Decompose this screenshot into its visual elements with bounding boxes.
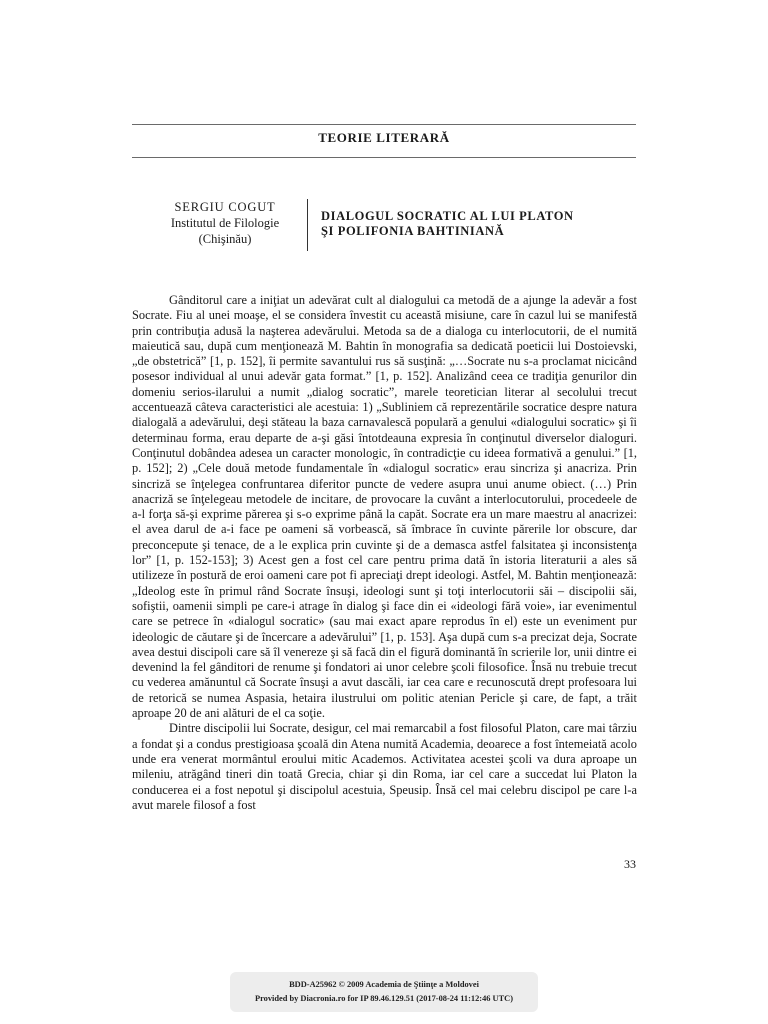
provenance-footer	[230, 972, 538, 1012]
author-institution: Institutul de Filologie	[170, 216, 280, 230]
section-rule	[132, 157, 636, 158]
section-title: TEORIE LITERARĂ	[318, 130, 450, 145]
body-paragraph-1: Gânditorul care a iniţiat un adevărat cult al dialogului ca metodă de a ajunge la adevăr a fost Socrate. Fiu al unei moaşe, el se considera învestit cu această misiune, care în cazul lui se manifestă prin contribuţia adusă la naşterea adevărului. Metoda sa de a dialoga cu interlocutorii, de el numită maieutică sau, după cum menţionează M. Bahtin în monografia sa dedicată poeticii lui Dostoievski, „de obstetrică” [1, p. 152], îi permite savantului rus să susţină: „…Socrate nu s-a proclamat nicicând posesor individual al unui adevăr gata format.” [1, p. 152]. Analizând ceea ce tradiţia genurilor din domeniu serios-ilarului a numit „dialog socratic”, marele teoretician literar al secolului trecut accentuează câteva caracteristici ale acestuia: 1) „Subliniem că reprezentările socratice despre natura dialogală a adevărului, deşi stăteau la baza carnavalescă populară a genului «dialogului socratic» şi îi determinau forma, erau departe de a-şi găsi întotdeauna expresia în conţinutul diverselor dialoguri. Conţinutul dobândea adesea un caracter monologic, în contradicţie cu ideea formativă a genului.” [1, p. 152]; 2) „Cele două metode fundamentale în «dialogul socratic» erau sincriza şi anacriza. Prin sincriză se înţelegea confruntarea diferitor puncte de vedere asupra unui anume obiect. (…) Prin anacriză se înţelegeau metodele de incitare, de provocare la cuvânt a interlocutorului, procedeele de a-l forţa să-şi exprime părerea şi s-o exprime până la capăt. Socrate era un mare maestru al anacrizei: el avea darul de a-i face pe oameni să vorbească, să îmbrace în cuvinte părerile lor obscure, dar preconcepute şi tenace, de a le explica prin cuvinte şi de a demasca astfel falsitatea şi inconsistenţa lor” [1, p. 152-153]; 3) Acest gen a fost cel care pentru prima dată în istoria literaturii a ales să utilizeze în postură de eroi oameni care pot fi apreciaţi drept ideologi. Astfel, M. Bahtin menţionează: „Ideolog este în primul rând Socrate însuşi, ideologi sunt şi toţi interlocutorii săi – discipolii săi, sofiştii, oamenii simpli pe care-i atrage în dialog şi face din ei «ideologi fără voie», iar evenimentul care se petrece în «dialogul socratic» (sau mai exact apare reprodus în el) este un eveniment pur ideologic de căutare şi de încercare a adevărului” [1, p. 153]. Aşa după cum s-a precizat deja, Socrate avea destui discipoli care să îl venereze şi să facă din el figură dominantă în scrierile lor, unii dintre ei devenind la fel gânditori de renume şi fondatori ai unor celebre şcoli filosofice. Însă nu trebuie trecut cu vederea amănuntul că Socrate însuşi a avut dascăli, iar cea care e recunoscută drept profesoara lui de retorică se numea Aspasia, hetaira ilustrului om politic atenian Pericle şi care, de fapt, a trăit aproape 20 de ani alături de el ca soţie.	[132, 293, 637, 721]
header-divider	[307, 199, 308, 251]
footer-copyright: BDD-A25962 © 2009 Academia de Ştiinţe a Moldovei	[289, 980, 479, 989]
article-body	[132, 293, 637, 813]
top-rule	[132, 124, 636, 125]
article-title-line-2: ŞI POLIFONIA BAHTINIANĂ	[321, 224, 505, 238]
author-location: (Chişinău)	[198, 232, 252, 246]
page-number: 33	[624, 857, 636, 871]
author-name: SERGIU COGUT	[174, 200, 276, 214]
article-title-line-1: DIALOGUL SOCRATIC AL LUI PLATON	[321, 209, 574, 223]
article-title	[321, 209, 631, 239]
footer-provided-by: Provided by Diacronia.ro for IP 89.46.129.51 (2017-08-24 11:12:46 UTC)	[254, 994, 514, 1003]
author-block	[150, 199, 300, 247]
body-paragraph-2: Dintre discipolii lui Socrate, desigur, cel mai remarcabil a fost filosoful Platon, care mai târziu a fondat şi a condus prestigioasa şcoală din Atena numită Academia, deoarece a fost întemeiată acolo unde era venerat mormântul eroului mitic Academos. Activitatea acestei şcoli va dura aproape un mileniu, atrăgând tineri din toată Grecia, chiar şi din Roma, iar cel care a succedat lui Platon la conducerea ei a fost nepotul şi discipolul acestuia, Speusip. Însă cel mai celebru discipol pe care l-a avut marele filosof a fost	[132, 721, 637, 812]
